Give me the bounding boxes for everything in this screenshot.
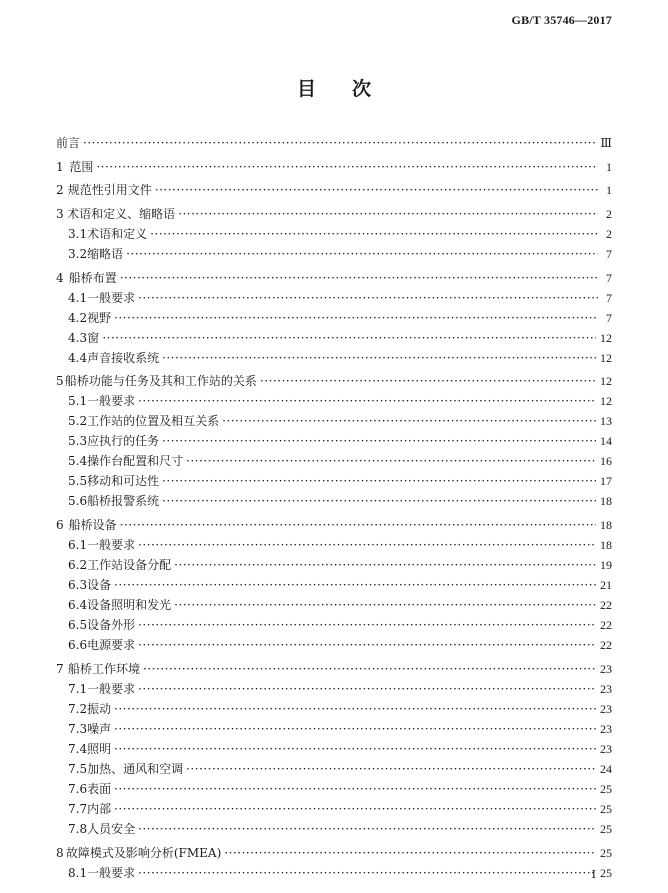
toc-entry[interactable] bbox=[56, 451, 612, 471]
toc-dot-leader bbox=[162, 348, 596, 368]
toc-entry-title: 船桥工作环境 bbox=[68, 661, 141, 676]
toc-entry[interactable] bbox=[56, 739, 612, 759]
toc-entry-title: 术语和定义 bbox=[87, 227, 148, 242]
page-folio: Ⅰ bbox=[591, 869, 596, 881]
toc-entry[interactable] bbox=[56, 759, 612, 779]
toc-entry-number: 5.3 bbox=[68, 434, 88, 449]
toc-entry-number: 5.6 bbox=[68, 494, 88, 509]
toc-entry-title: 一般要求 bbox=[87, 394, 136, 409]
toc-entry-page: 25 bbox=[600, 845, 612, 860]
toc-entry[interactable] bbox=[56, 328, 612, 348]
toc-entry-page: 25 bbox=[600, 865, 612, 880]
toc-entry-number: 5.4 bbox=[68, 454, 88, 469]
toc-entry-page: 22 bbox=[600, 638, 612, 653]
toc-entry-number: 4.3 bbox=[68, 330, 88, 345]
toc-dot-leader bbox=[138, 679, 596, 699]
toc-entry[interactable] bbox=[56, 719, 612, 739]
toc-dot-leader bbox=[155, 180, 598, 200]
toc-entry[interactable] bbox=[56, 288, 612, 308]
toc-entry-page: 12 bbox=[600, 374, 612, 389]
toc-entry-number: 7.1 bbox=[68, 681, 88, 696]
toc-entry-number: 8.1 bbox=[68, 865, 88, 880]
toc-entry[interactable] bbox=[56, 391, 612, 411]
toc-entry-number: 6.2 bbox=[68, 558, 88, 573]
toc-entry-title: 移动和可达性 bbox=[87, 474, 160, 489]
toc-entry-number: 7.5 bbox=[68, 761, 88, 776]
toc-entry-title: 表面 bbox=[87, 781, 112, 796]
toc-entry-number: 6.5 bbox=[68, 618, 88, 633]
page-title: 目次 bbox=[296, 78, 407, 100]
toc-entry[interactable] bbox=[56, 535, 612, 555]
toc-entry-title: 船桥报警系统 bbox=[87, 494, 160, 509]
toc-entry-number: 3.1 bbox=[68, 227, 88, 242]
toc-entry-title: 应执行的任务 bbox=[87, 434, 160, 449]
toc-entry-number: 6.1 bbox=[68, 538, 88, 553]
toc-entry-number: 3 bbox=[56, 207, 64, 222]
toc-dot-leader bbox=[143, 659, 596, 679]
toc-entry-page: 23 bbox=[600, 661, 612, 676]
toc-entry[interactable] bbox=[56, 348, 612, 368]
toc-entry[interactable] bbox=[56, 799, 612, 819]
toc-entry-page: 2 bbox=[606, 227, 612, 242]
toc-entry-number: 5 bbox=[56, 374, 64, 389]
toc-dot-leader bbox=[138, 819, 596, 839]
toc-entry-title: 照明 bbox=[87, 741, 112, 756]
toc-entry-number: 5.2 bbox=[68, 414, 88, 429]
toc-entry[interactable] bbox=[56, 615, 612, 635]
toc-entry-page: 25 bbox=[600, 821, 612, 836]
toc-entry-title: 电源要求 bbox=[87, 638, 136, 653]
toc-entry-title: 工作站设备分配 bbox=[87, 558, 172, 573]
toc-entry-page: 12 bbox=[600, 350, 612, 365]
toc-entry-page: 23 bbox=[600, 741, 612, 756]
toc-entry-page: 18 bbox=[600, 518, 612, 533]
toc-entry-title: 缩略语 bbox=[87, 247, 124, 262]
toc-dot-leader bbox=[83, 133, 596, 153]
toc-dot-leader bbox=[224, 843, 596, 863]
toc-entry-title: 船桥功能与任务及其和工作站的关系 bbox=[64, 374, 257, 389]
toc-entry-number: 4.2 bbox=[68, 310, 88, 325]
toc-dot-leader bbox=[120, 268, 598, 288]
toc-entry-title: 范围 bbox=[69, 159, 94, 174]
toc-entry[interactable] bbox=[56, 371, 612, 391]
toc-dot-leader bbox=[114, 779, 596, 799]
toc-entry-page: Ⅲ bbox=[600, 136, 612, 150]
toc-entry-page: 18 bbox=[600, 494, 612, 509]
toc-dot-leader bbox=[186, 759, 596, 779]
toc-entry-page: 7 bbox=[606, 270, 612, 285]
toc-entry[interactable] bbox=[56, 157, 612, 177]
toc-dot-leader bbox=[138, 391, 596, 411]
toc-entry-title: 一般要求 bbox=[87, 290, 136, 305]
toc-entry-number: 7.8 bbox=[68, 821, 88, 836]
toc-dot-leader bbox=[138, 635, 596, 655]
toc-dot-leader bbox=[102, 328, 596, 348]
toc-entry-page: 2 bbox=[606, 207, 612, 222]
toc-dot-leader bbox=[138, 615, 596, 635]
toc-dot-leader bbox=[138, 863, 596, 883]
toc-entry[interactable] bbox=[56, 308, 612, 328]
toc-entry-title: 一般要求 bbox=[87, 681, 136, 696]
toc-entry[interactable] bbox=[56, 679, 612, 699]
toc-entry-page: 14 bbox=[600, 434, 612, 449]
toc-entry-number: 1 bbox=[56, 159, 64, 174]
toc-entry-number: 6.4 bbox=[68, 598, 88, 613]
toc-entry[interactable] bbox=[56, 819, 612, 839]
table-of-contents bbox=[56, 133, 612, 883]
toc-entry-page: 23 bbox=[600, 701, 612, 716]
toc-entry[interactable] bbox=[56, 491, 612, 511]
toc-entry-number: 2 bbox=[56, 183, 64, 198]
toc-entry-page: 22 bbox=[600, 618, 612, 633]
toc-dot-leader bbox=[138, 288, 598, 308]
toc-entry[interactable] bbox=[56, 244, 612, 264]
toc-dot-leader bbox=[138, 535, 596, 555]
toc-dot-leader bbox=[260, 371, 596, 391]
toc-entry-title: 一般要求 bbox=[87, 538, 136, 553]
toc-entry-page: 17 bbox=[600, 474, 612, 489]
toc-entry[interactable] bbox=[56, 863, 612, 883]
toc-entry-page: 23 bbox=[600, 721, 612, 736]
toc-dot-leader bbox=[186, 451, 596, 471]
toc-entry-title: 振动 bbox=[87, 701, 112, 716]
standard-code: GB/T 35746—2017 bbox=[511, 13, 612, 27]
toc-entry-title: 规范性引用文件 bbox=[67, 183, 152, 198]
toc-entry-number: 7 bbox=[56, 661, 64, 676]
toc-dot-leader bbox=[114, 699, 596, 719]
toc-dot-leader bbox=[114, 575, 596, 595]
toc-entry-title: 人员安全 bbox=[87, 821, 136, 836]
toc-entry-number: 5.1 bbox=[68, 394, 88, 409]
toc-entry-title: 视野 bbox=[87, 310, 112, 325]
toc-entry-page: 24 bbox=[600, 761, 612, 776]
toc-entry-title: 加热、通风和空调 bbox=[87, 761, 184, 776]
toc-entry-number: 7.4 bbox=[68, 741, 88, 756]
toc-dot-leader bbox=[150, 224, 598, 244]
toc-dot-leader bbox=[96, 157, 598, 177]
toc-entry[interactable] bbox=[56, 635, 612, 655]
toc-entry[interactable] bbox=[56, 224, 612, 244]
toc-entry-page: 13 bbox=[600, 414, 612, 429]
toc-dot-leader bbox=[162, 491, 596, 511]
toc-entry-title: 故障模式及影响分析(FMEA) bbox=[65, 845, 222, 860]
toc-entry-title: 噪声 bbox=[87, 721, 112, 736]
toc-entry[interactable] bbox=[56, 180, 612, 200]
toc-dot-leader bbox=[162, 471, 596, 491]
toc-entry-title: 工作站的位置及相互关系 bbox=[87, 414, 220, 429]
toc-entry-title: 一般要求 bbox=[87, 865, 136, 880]
toc-dot-leader bbox=[174, 555, 596, 575]
toc-entry-page: 7 bbox=[606, 310, 612, 325]
toc-entry[interactable] bbox=[56, 411, 612, 431]
toc-entry-number: 5.5 bbox=[68, 474, 88, 489]
toc-entry-title: 设备照明和发光 bbox=[87, 598, 172, 613]
toc-dot-leader bbox=[120, 515, 596, 535]
toc-entry-number: 6.3 bbox=[68, 578, 88, 593]
toc-entry-page: 16 bbox=[600, 454, 612, 469]
toc-entry-title: 船桥布置 bbox=[68, 270, 117, 285]
toc-entry-number: 4 bbox=[56, 270, 64, 285]
toc-entry-title: 术语和定义、缩略语 bbox=[67, 207, 176, 222]
toc-entry[interactable] bbox=[56, 471, 612, 491]
toc-entry[interactable] bbox=[56, 843, 612, 863]
toc-entry-page: 25 bbox=[600, 781, 612, 796]
toc-entry[interactable] bbox=[56, 779, 612, 799]
toc-dot-leader bbox=[114, 308, 598, 328]
toc-entry-page: 22 bbox=[600, 598, 612, 613]
toc-entry-title: 船桥设备 bbox=[68, 518, 117, 533]
toc-dot-leader bbox=[178, 204, 598, 224]
toc-dot-leader bbox=[114, 719, 596, 739]
toc-entry[interactable] bbox=[56, 204, 612, 224]
toc-entry-page: 12 bbox=[600, 394, 612, 409]
toc-entry-page: 21 bbox=[600, 578, 612, 593]
toc-entry[interactable] bbox=[56, 699, 612, 719]
toc-entry[interactable] bbox=[56, 268, 612, 288]
toc-entry[interactable] bbox=[56, 133, 612, 153]
toc-entry-page: 1 bbox=[606, 159, 612, 174]
toc-entry-title: 前言 bbox=[56, 136, 81, 150]
toc-dot-leader bbox=[126, 244, 598, 264]
toc-entry-page: 18 bbox=[600, 538, 612, 553]
toc-entry[interactable] bbox=[56, 515, 612, 535]
toc-entry[interactable] bbox=[56, 659, 612, 679]
toc-entry-number: 4.4 bbox=[68, 350, 88, 365]
toc-entry-page: 7 bbox=[606, 290, 612, 305]
toc-dot-leader bbox=[114, 739, 596, 759]
toc-entry-number: 7.2 bbox=[68, 701, 88, 716]
toc-entry-title: 窗 bbox=[87, 330, 100, 345]
toc-dot-leader bbox=[174, 595, 596, 615]
toc-entry-title: 设备外形 bbox=[87, 618, 136, 633]
toc-entry[interactable] bbox=[56, 431, 612, 451]
toc-entry-page: 7 bbox=[606, 247, 612, 262]
toc-entry-title: 内部 bbox=[87, 801, 112, 816]
toc-entry-number: 7.7 bbox=[68, 801, 88, 816]
toc-entry-title: 声音接收系统 bbox=[87, 350, 160, 365]
toc-entry[interactable] bbox=[56, 555, 612, 575]
toc-entry-page: 23 bbox=[600, 681, 612, 696]
toc-dot-leader bbox=[162, 431, 596, 451]
toc-entry-page: 1 bbox=[606, 183, 612, 198]
toc-entry-number: 7.6 bbox=[68, 781, 88, 796]
toc-entry-number: 4.1 bbox=[68, 290, 88, 305]
toc-entry[interactable] bbox=[56, 595, 612, 615]
toc-entry-number: 6 bbox=[56, 518, 64, 533]
toc-entry-number: 6.6 bbox=[68, 638, 88, 653]
toc-entry-page: 12 bbox=[600, 330, 612, 345]
toc-entry[interactable] bbox=[56, 575, 612, 595]
toc-entry-page: 19 bbox=[600, 558, 612, 573]
toc-entry-number: 7.3 bbox=[68, 721, 88, 736]
toc-dot-leader bbox=[222, 411, 596, 431]
toc-entry-number: 3.2 bbox=[68, 247, 88, 262]
toc-entry-number: 8 bbox=[56, 845, 64, 860]
toc-dot-leader bbox=[114, 799, 596, 819]
toc-entry-title: 设备 bbox=[87, 578, 112, 593]
toc-entry-page: 25 bbox=[600, 801, 612, 816]
toc-entry-title: 操作台配置和尺寸 bbox=[87, 454, 184, 469]
